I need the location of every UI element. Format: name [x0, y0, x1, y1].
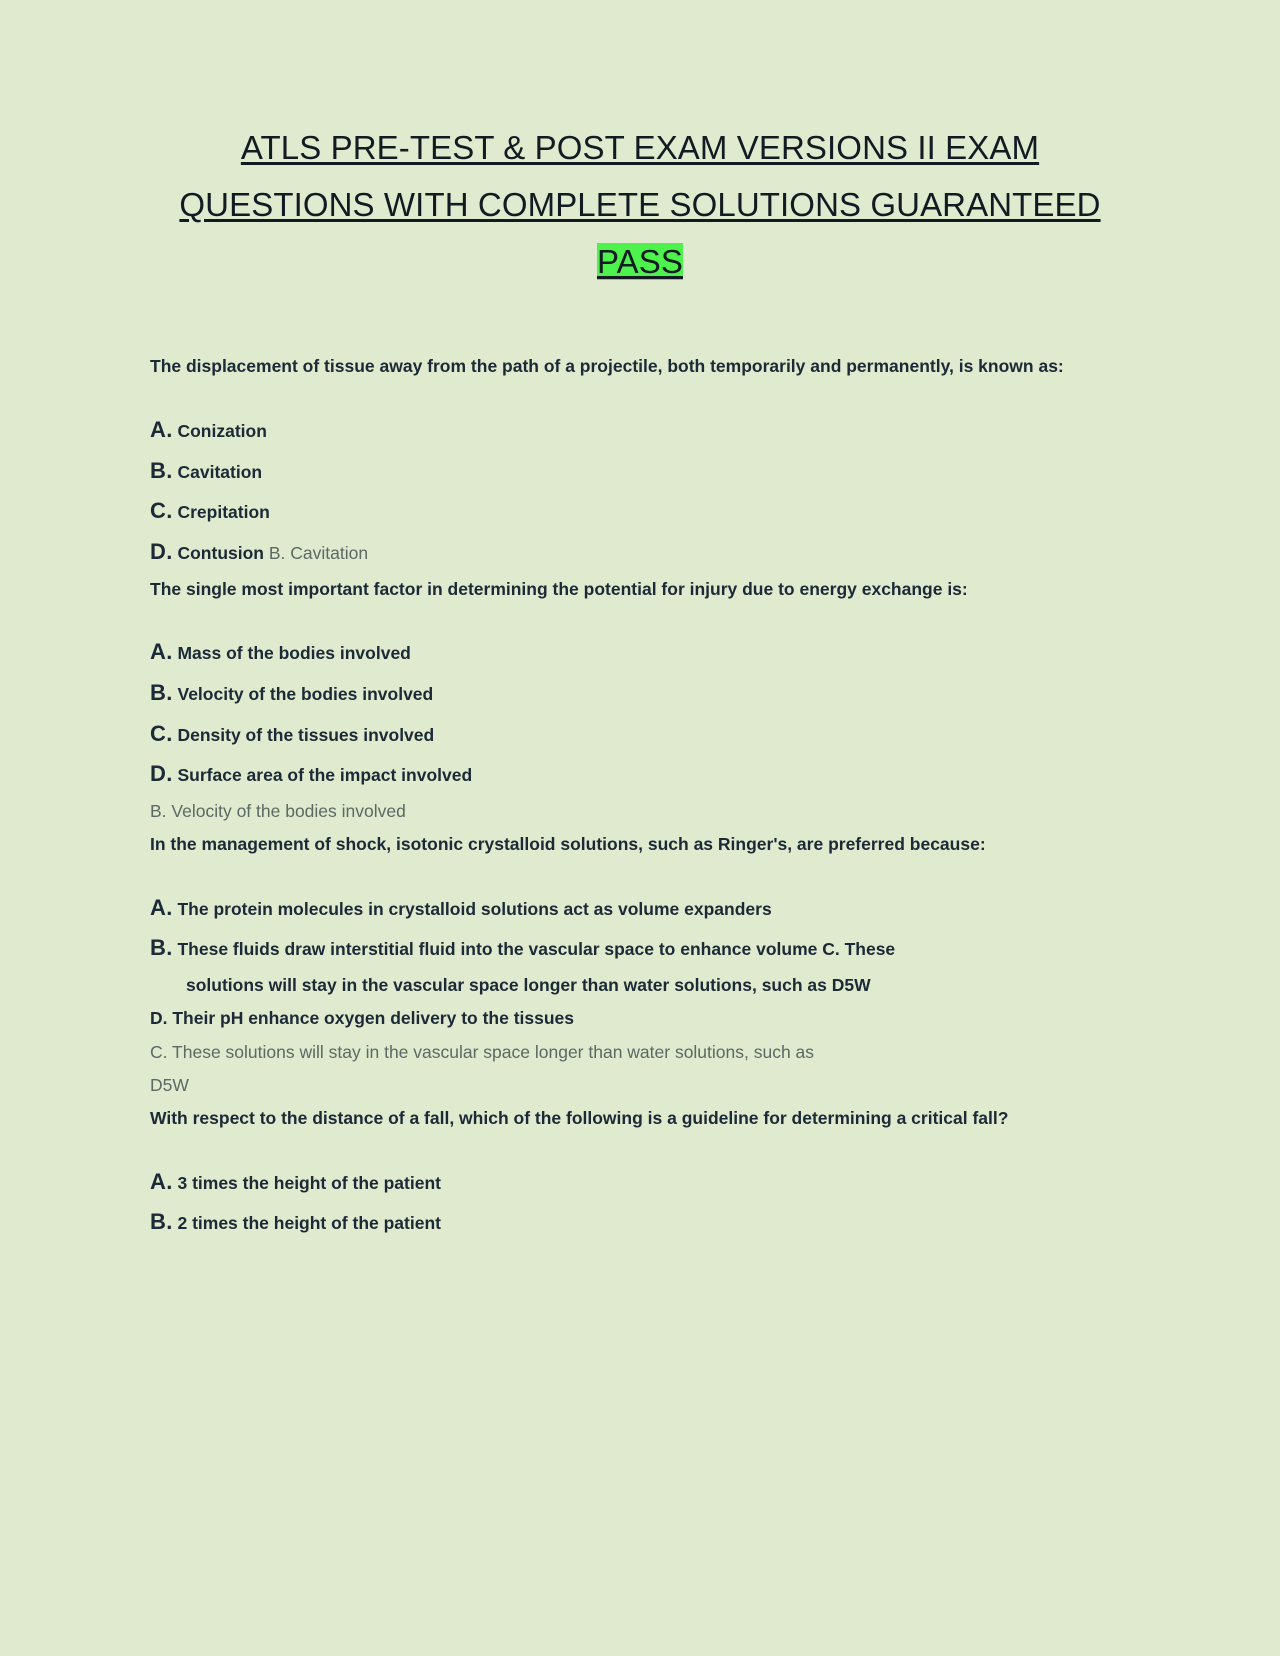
option-text: 2 times the height of the patient — [177, 1213, 441, 1234]
page-title — [150, 120, 1130, 290]
option-letter: D. — [150, 538, 173, 564]
option-text: Density of the tissues involved — [177, 724, 435, 745]
option-text: These fluids draw interstitial fluid into the vascular space to enhance volume C. These — [177, 939, 896, 960]
option-text: Mass of the bodies involved — [177, 643, 411, 664]
question-stem: The single most important factor in determining the potential for injury due to energy exchange is: — [150, 578, 968, 599]
option-text: Velocity of the bodies involved — [177, 683, 434, 704]
document-body — [150, 350, 1130, 1243]
title-highlight: PASS — [597, 242, 683, 280]
option-a — [150, 410, 1130, 451]
title-line-2: QUESTIONS WITH COMPLETE SOLUTIONS GUARANTEED — [179, 185, 1101, 223]
question-1 — [150, 350, 1130, 572]
spacer — [150, 606, 1130, 632]
option-b — [150, 928, 1130, 969]
option-b — [150, 451, 1130, 492]
option-letter: B. — [150, 679, 173, 705]
option-text: Cavitation — [177, 461, 263, 482]
option-letter: B. — [150, 1209, 173, 1235]
option-a — [150, 632, 1130, 673]
option-d: D. Their pH enhance oxygen delivery to the tissues — [150, 1008, 575, 1029]
answer-inline: B. Cavitation — [268, 542, 369, 563]
question-3 — [150, 828, 1130, 1102]
question-2 — [150, 573, 1130, 829]
option-letter: B. — [150, 457, 173, 483]
question-stem: In the management of shock, isotonic crystalloid solutions, such as Ringer's, are preferred because: — [150, 834, 986, 855]
question-stem: With respect to the distance of a fall, which of the following is a guideline for determining a critical fall? — [150, 1108, 1009, 1129]
question-stem: The displacement of tissue away from the path of a projectile, both temporarily and permanently, is known as: — [150, 356, 1064, 377]
answer-line-2: D5W — [150, 1074, 189, 1095]
option-d — [150, 532, 1130, 573]
option-c — [150, 491, 1130, 532]
option-a — [150, 1162, 1130, 1203]
option-b — [150, 673, 1130, 714]
answer-line-1: C. These solutions will stay in the vascular space longer than water solutions, such as — [150, 1041, 815, 1062]
spacer — [150, 862, 1130, 888]
option-letter: A. — [150, 1168, 173, 1194]
option-text: The protein molecules in crystalloid solutions act as volume expanders — [177, 898, 772, 919]
option-letter: A. — [150, 416, 173, 442]
option-text: 3 times the height of the patient — [177, 1172, 441, 1193]
option-c — [150, 714, 1130, 755]
option-text: Conization — [177, 420, 267, 441]
option-text: Crepitation — [177, 502, 270, 523]
spacer — [150, 384, 1130, 410]
option-letter: B. — [150, 935, 173, 961]
title-line-1: ATLS PRE-TEST & POST EXAM VERSIONS II EXAM — [240, 129, 1040, 166]
option-letter: C. — [150, 720, 173, 746]
option-continuation: solutions will stay in the vascular space longer than water solutions, such as D5W — [186, 975, 871, 996]
option-letter: A. — [150, 894, 173, 920]
answer-line: B. Velocity of the bodies involved — [150, 800, 406, 821]
option-b — [150, 1202, 1130, 1243]
option-letter: A. — [150, 639, 173, 665]
option-letter: D. — [150, 761, 173, 787]
option-letter: C. — [150, 498, 173, 524]
option-text: Contusion — [177, 542, 264, 563]
option-a — [150, 888, 1130, 929]
option-d — [150, 754, 1130, 795]
question-4 — [150, 1102, 1130, 1243]
spacer — [150, 1136, 1130, 1162]
option-text: Surface area of the impact involved — [177, 765, 473, 786]
